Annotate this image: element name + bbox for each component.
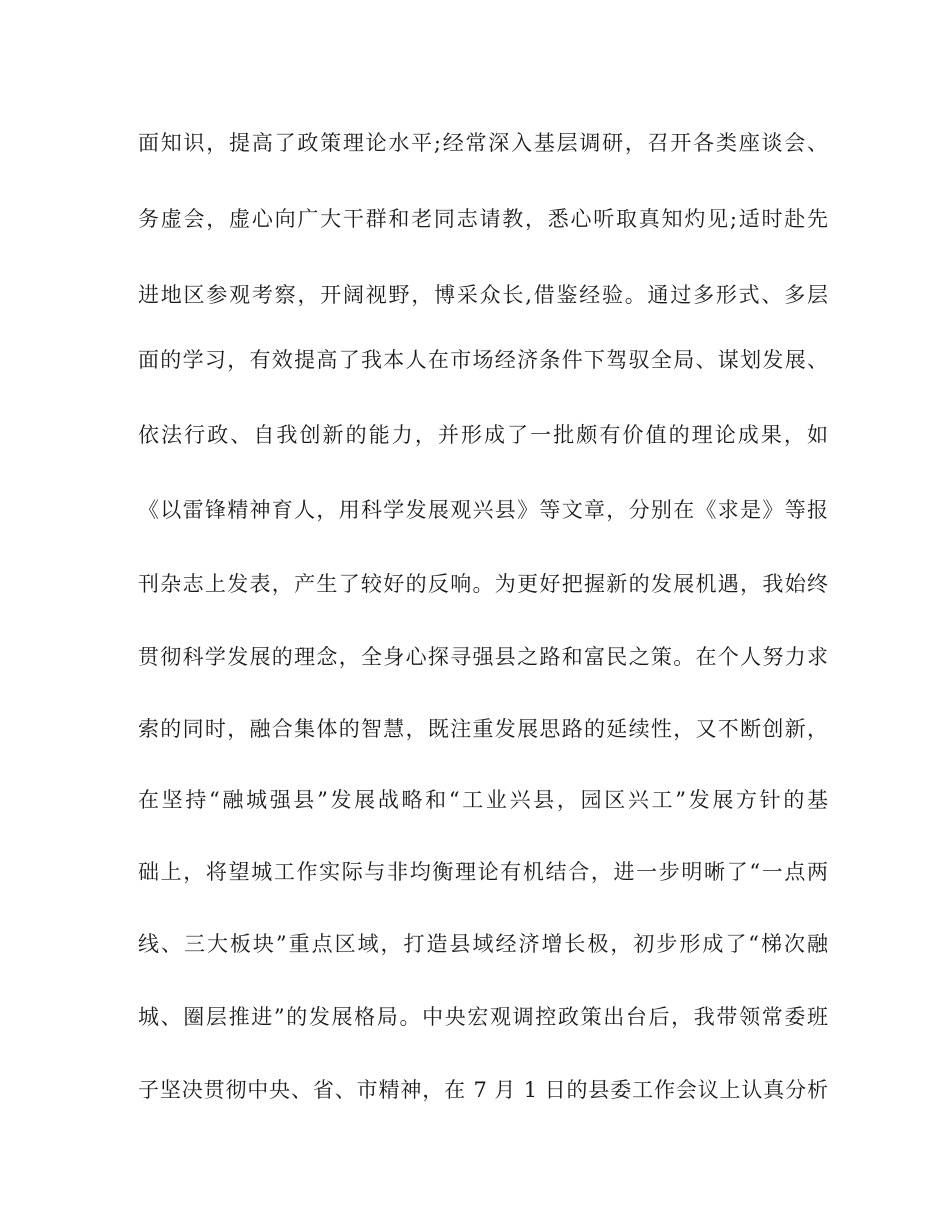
text-line-1: 面知识，提高了政策理论水平;经常深入基层调研，召开各类座谈会、 <box>138 131 828 155</box>
text-line-9: 索的同时，融合集体的智慧，既注重发展思路的延续性，又不断创新， <box>138 717 828 741</box>
text-line-6: 《以雷锋精神育人，用科学发展观兴县》等文章，分别在《求是》等报 <box>138 498 828 522</box>
text-line-8: 贯彻科学发展的理念，全身心探寻强县之路和富民之策。在个人努力求 <box>138 645 828 669</box>
text-line-12: 线、三大板块”重点区域，打造县域经济增长极，初步形成了“梯次融 <box>138 932 828 956</box>
text-line-11: 础上，将望城工作实际与非均衡理论有机结合，进一步明晰了“一点两 <box>138 860 828 884</box>
text-line-4: 面的学习，有效提高了我本人在市场经济条件下驾驭全局、谋划发展、 <box>138 348 828 372</box>
text-line-2: 务虚会，虚心向广大干群和老同志请教，悉心听取真知灼见;适时赴先 <box>138 207 828 231</box>
text-line-13: 城、圈层推进”的发展格局。中央宏观调控政策出台后，我带领常委班 <box>138 1005 828 1029</box>
text-line-5: 依法行政、自我创新的能力，并形成了一批颇有价值的理论成果，如 <box>138 423 828 447</box>
text-line-7: 刊杂志上发表，产生了较好的反响。为更好把握新的发展机遇，我始终 <box>138 572 828 596</box>
text-line-14: 子坚决贯彻中央、省、市精神，在 7 月 1 日的县委工作会议上认真分析 <box>138 1078 828 1102</box>
text-line-3: 进地区参观考察，开阔视野，博采众长,借鉴经验。通过多形式、多层 <box>138 283 828 307</box>
text-line-10: 在坚持“融城强县”发展战略和“工业兴县，园区兴工”发展方针的基 <box>138 788 828 812</box>
